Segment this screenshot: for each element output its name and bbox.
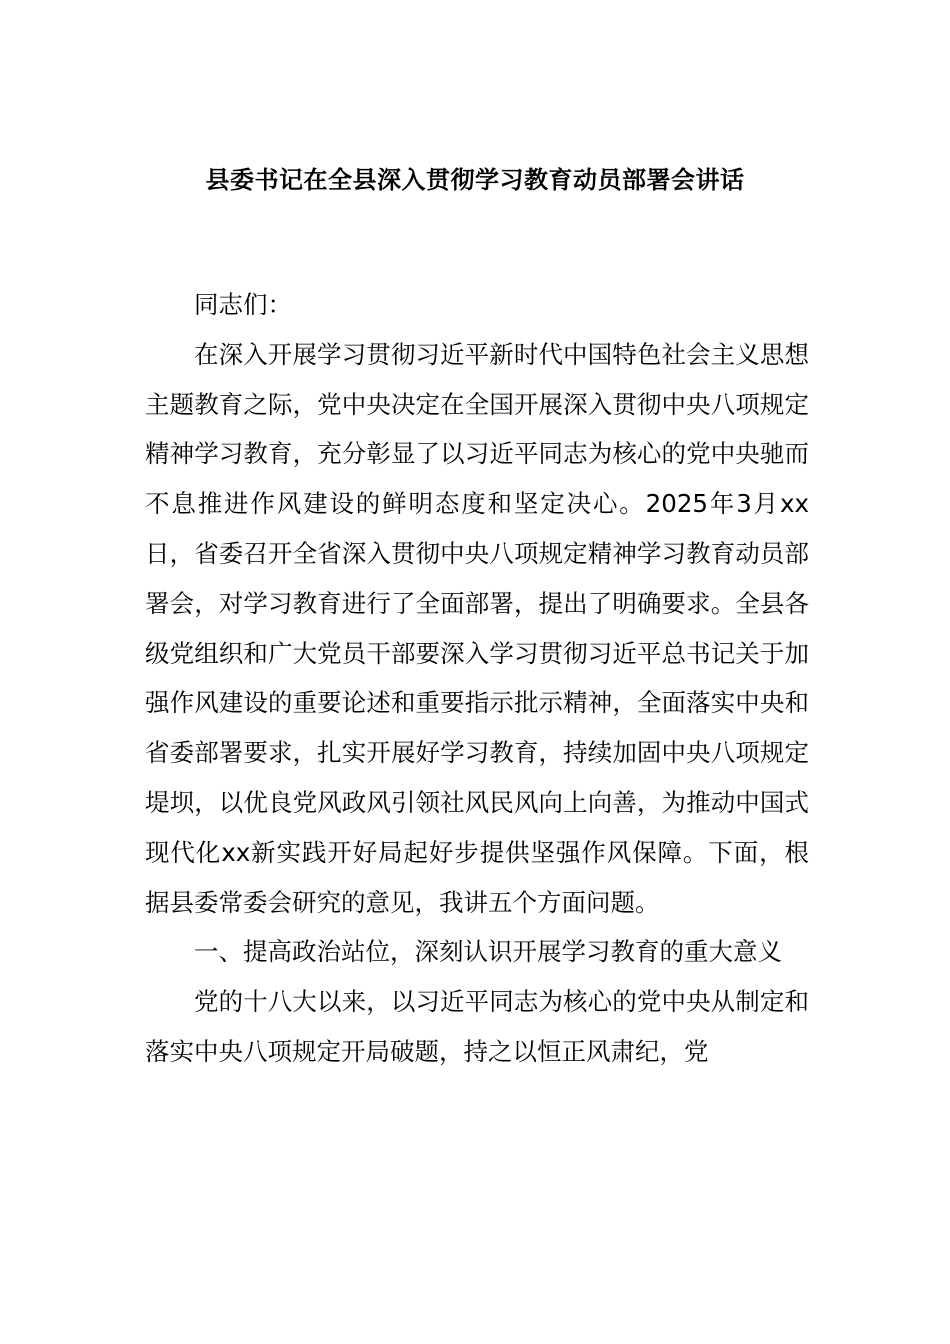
document-body xyxy=(145,280,809,1077)
intro-paragraph: 在深入开展学习贯彻习近平新时代中国特色社会主义思想主题教育之际，党中央决定在全国开展深入贯彻中央八项规定精神学习教育，充分彰显了以习近平同志为核心的党中央驰而不息推进作风建设的鲜明态度和坚定决心。2025年3月xx日，省委召开全省深入贯彻中央八项规定精神学习教育动员部署会，对学习教育进行了全面部署，提出了明确要求。全县各级党组织和广大党员干部要深入学习贯彻习近平总书记关于加强作风建设的重要论述和重要指示批示精神，全面落实中央和省委部署要求，扎实开展好学习教育，持续加固中央八项规定堤坝，以优良党风政风引领社风民风向上向善，为推动中国式现代化xx新实践开好局起好步提供坚强作风保障。下面，根据县委常委会研究的意见，我讲五个方面问题。 xyxy=(145,339,809,917)
salutation-paragraph: 同志们： xyxy=(194,290,292,319)
section-1-paragraph: 党的十八大以来，以习近平同志为核心的党中央从制定和落实中央八项规定开局破题，持之以恒正风肃纪，党 xyxy=(145,987,809,1066)
section-heading-1: 一、提高政治站位，深刻认识开展学习教育的重大意义 xyxy=(194,937,782,967)
document-title: 县委书记在全县深入贯彻学习教育动员部署会讲话 xyxy=(205,166,745,194)
